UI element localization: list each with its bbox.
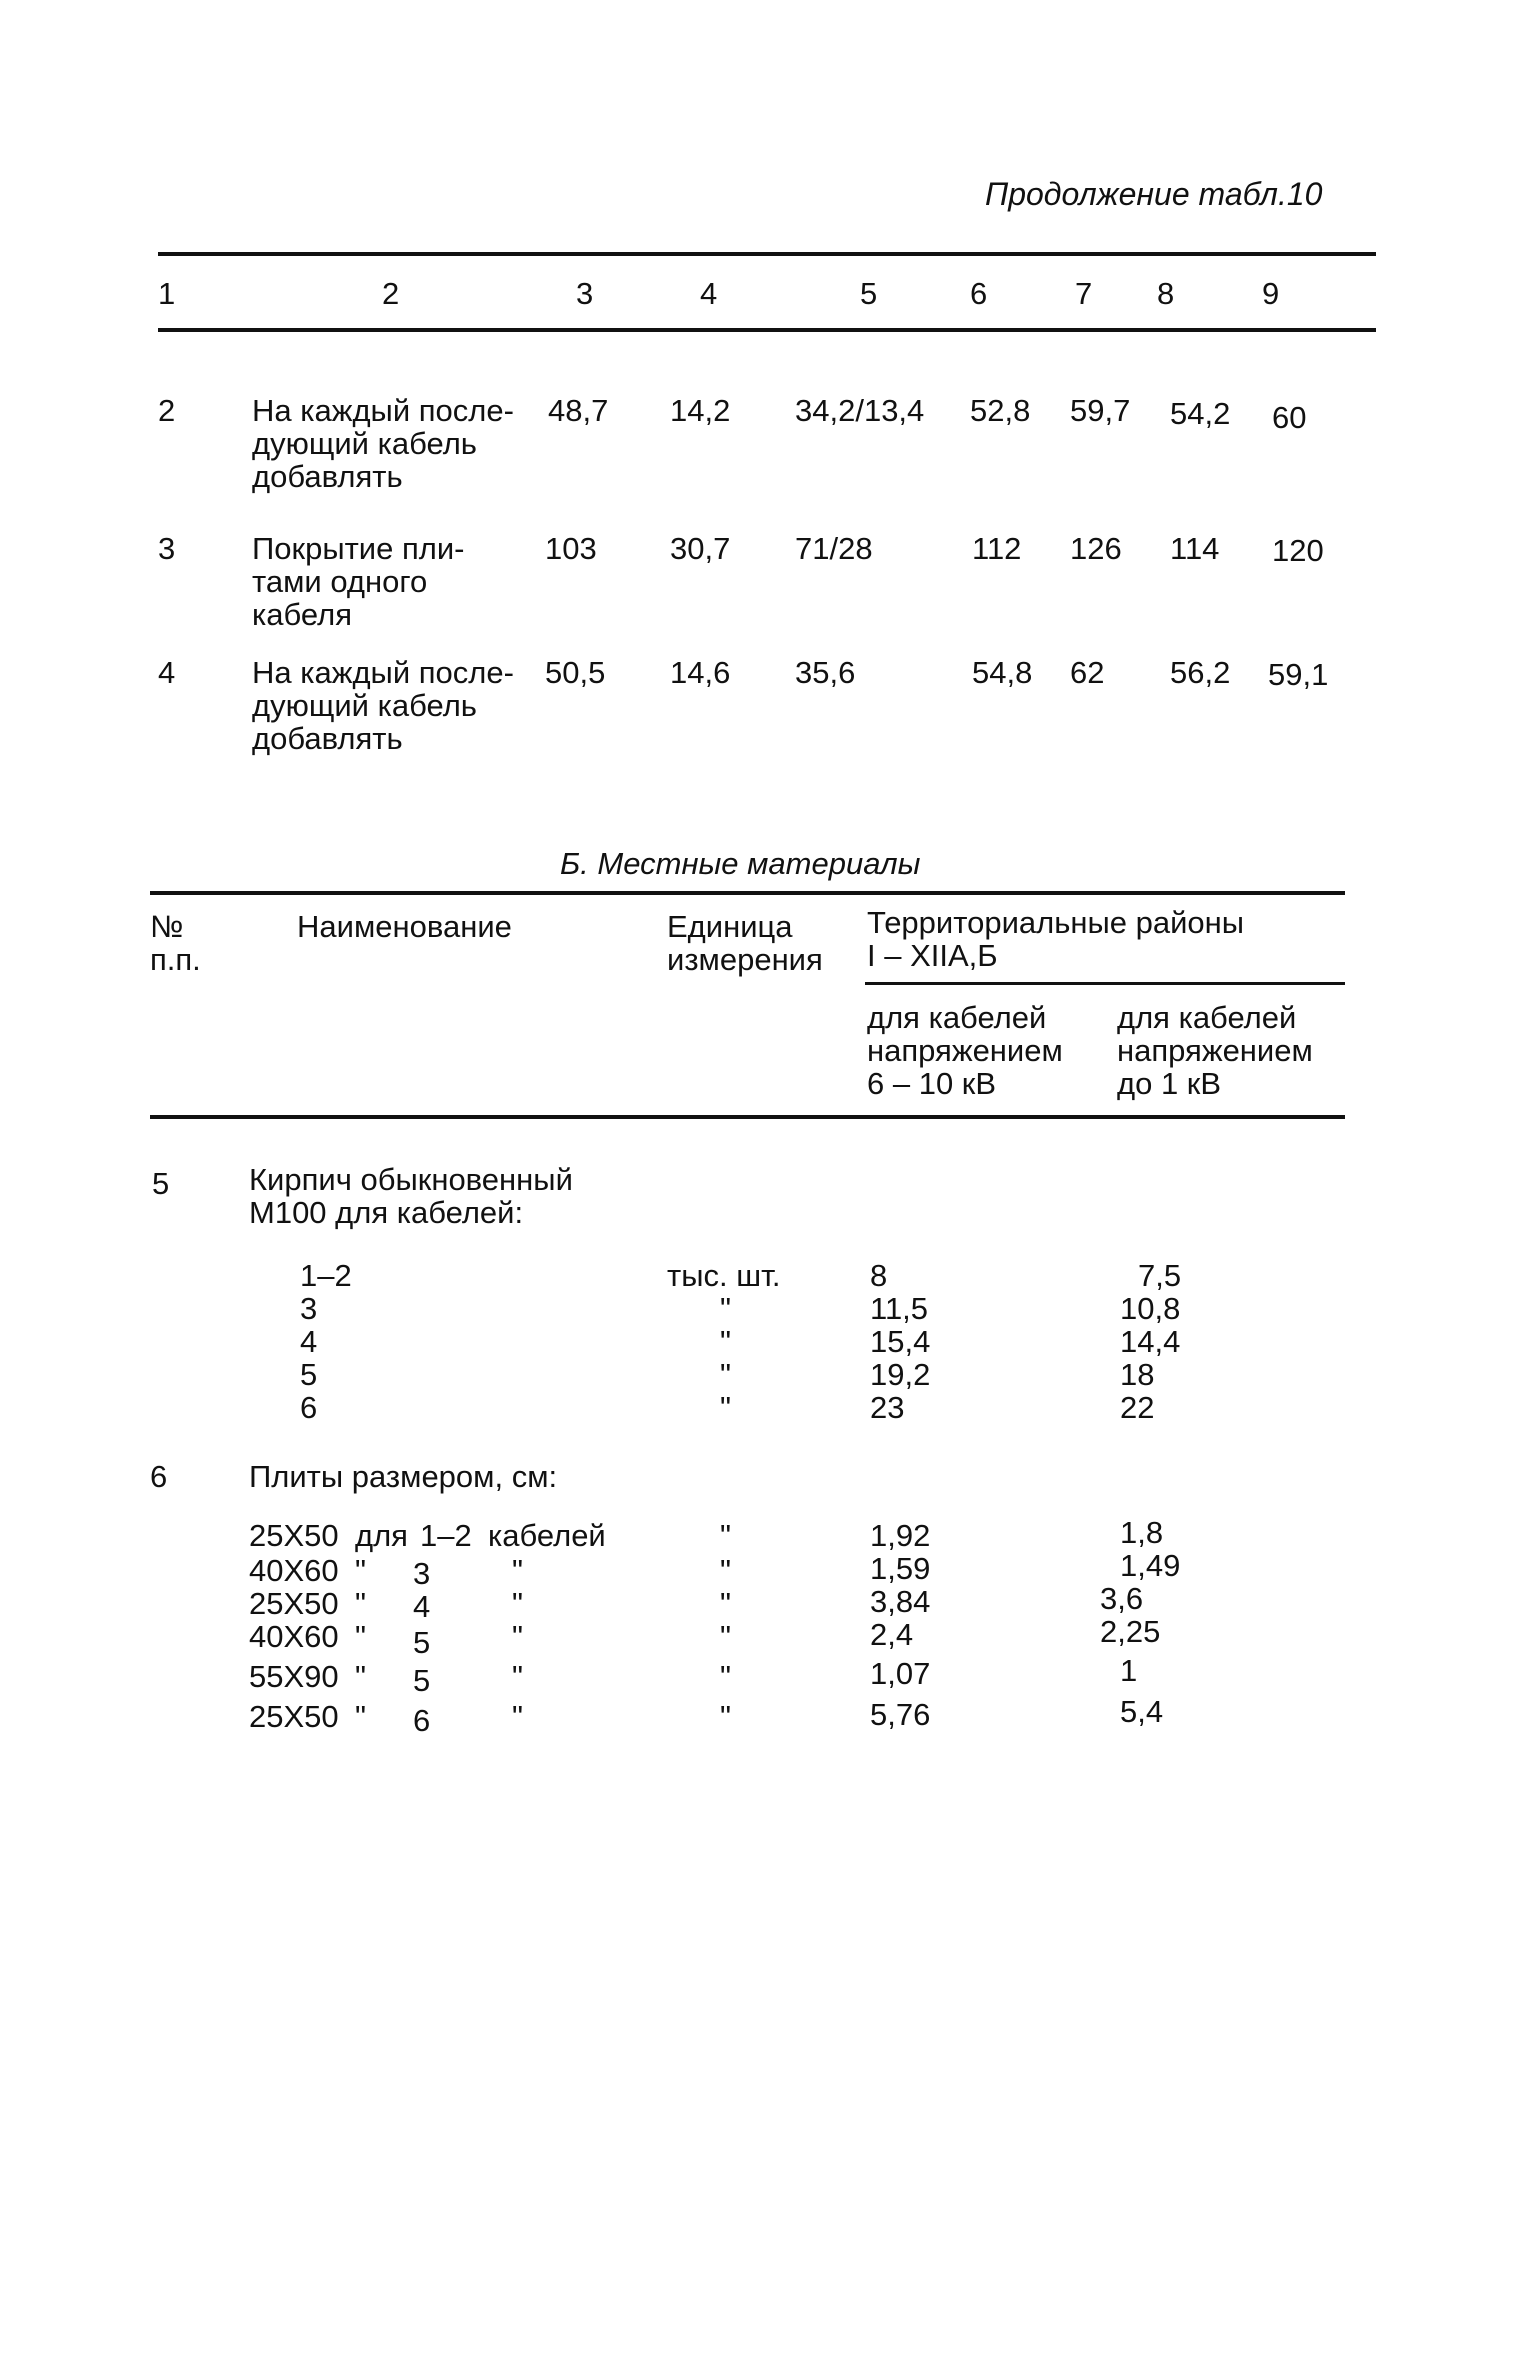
value-6-10kv: 1,92: [870, 1518, 931, 1553]
header-name: Наименование: [297, 909, 512, 944]
unit: ": [720, 1324, 732, 1359]
row-value-c9: 120: [1272, 533, 1324, 568]
value-6-10kv: 11,5: [870, 1291, 929, 1326]
slab-cable-count: 1–2: [420, 1518, 472, 1553]
brick-count: 4: [300, 1324, 318, 1359]
row-value-c8: 56,2: [1170, 655, 1231, 690]
row-value-c5: 34,2/13,4: [795, 393, 925, 428]
item-number: 6: [150, 1459, 168, 1494]
brick-count: 3: [300, 1291, 318, 1326]
value-1kv: 3,6: [1100, 1581, 1144, 1616]
row-value-c4: 14,2: [670, 393, 731, 428]
value-1kv: 10,8: [1120, 1291, 1181, 1326]
unit: тыс. шт.: [667, 1258, 781, 1293]
slab-cable-count: 3: [413, 1556, 431, 1591]
header-sub-6-10kv: для кабелей напряжением 6 – 10 кВ: [867, 1000, 1063, 1101]
slab-suffix: ": [512, 1659, 524, 1694]
row-number: 2: [158, 393, 176, 428]
value-6-10kv: 23: [870, 1390, 905, 1425]
slab-cable-count: 4: [413, 1589, 431, 1624]
row-value-c7: 126: [1070, 531, 1122, 566]
value-6-10kv: 1,07: [870, 1656, 931, 1691]
row-number: 3: [158, 531, 176, 566]
value-1kv: 2,25: [1100, 1614, 1161, 1649]
header-regions: Территориальные районы I – XIIА,Б: [867, 905, 1245, 973]
item-title: Кирпич обыкновенный М100 для кабелей:: [249, 1162, 573, 1230]
value-6-10kv: 2,4: [870, 1617, 914, 1652]
row-value-c5: 35,6: [795, 655, 856, 690]
value-1kv: 1,49: [1120, 1548, 1181, 1583]
value-1kv: 1,8: [1120, 1515, 1164, 1550]
value-1kv: 7,5: [1138, 1258, 1182, 1293]
slab-size: 25Х50: [249, 1586, 339, 1621]
slab-size: 55Х90: [249, 1659, 339, 1694]
item-number: 5: [152, 1166, 170, 1201]
slab-separator: ": [355, 1699, 367, 1734]
value-6-10kv: 8: [870, 1258, 888, 1293]
item-title: Плиты размером, см:: [249, 1459, 558, 1494]
col-header-7: 7: [1075, 276, 1093, 311]
table-b-header-rule: [150, 1115, 1345, 1119]
brick-count: 5: [300, 1357, 318, 1392]
brick-count: 1–2: [300, 1258, 352, 1293]
unit: ": [720, 1586, 732, 1621]
unit: ": [720, 1291, 732, 1326]
value-6-10kv: 15,4: [870, 1324, 931, 1359]
slab-separator: ": [355, 1553, 367, 1588]
top-rule: [158, 252, 1376, 256]
unit: ": [720, 1518, 732, 1553]
row-value-c6: 52,8: [970, 393, 1031, 428]
col-header-1: 1: [158, 276, 176, 311]
unit: ": [720, 1619, 732, 1654]
unit: ": [720, 1390, 732, 1425]
col-header-9: 9: [1262, 276, 1280, 311]
col-header-3: 3: [576, 276, 594, 311]
slab-separator: ": [355, 1659, 367, 1694]
slab-separator: для: [355, 1518, 408, 1553]
value-1kv: 5,4: [1120, 1694, 1164, 1729]
row-value-c8: 114: [1170, 531, 1220, 566]
slab-cable-count: 5: [413, 1663, 431, 1698]
brick-count: 6: [300, 1390, 318, 1425]
slab-suffix: ": [512, 1553, 524, 1588]
row-value-c9: 59,1: [1268, 657, 1329, 692]
row-value-c5: 71/28: [795, 531, 873, 566]
table-b-top-rule: [150, 891, 1345, 895]
row-value-c7: 59,7: [1070, 393, 1131, 428]
unit: ": [720, 1699, 732, 1734]
col-header-2: 2: [382, 276, 400, 311]
slab-size: 25Х50: [249, 1518, 339, 1553]
slab-separator: ": [355, 1619, 367, 1654]
unit: ": [720, 1553, 732, 1588]
value-1kv: 14,4: [1120, 1324, 1181, 1359]
header-sub-1kv: для кабелей напряжением до 1 кВ: [1117, 1000, 1313, 1101]
row-name: Покрытие пли- тами одного кабеля: [252, 531, 465, 632]
row-value-c7: 62: [1070, 655, 1105, 690]
unit: ": [720, 1659, 732, 1694]
header-rule: [158, 328, 1376, 332]
slab-suffix: ": [512, 1586, 524, 1621]
value-6-10kv: 1,59: [870, 1551, 931, 1586]
row-number: 4: [158, 655, 176, 690]
col-header-5: 5: [860, 276, 878, 311]
slab-cable-count: 5: [413, 1625, 431, 1660]
value-6-10kv: 5,76: [870, 1697, 931, 1732]
row-value-c9: 60: [1272, 400, 1307, 435]
col-header-8: 8: [1157, 276, 1175, 311]
value-1kv: 18: [1120, 1357, 1155, 1392]
header-number: № п.п.: [150, 909, 201, 977]
col-header-4: 4: [700, 276, 718, 311]
col-header-6: 6: [970, 276, 988, 311]
value-6-10kv: 19,2: [870, 1357, 931, 1392]
continuation-caption: Продолжение табл.10: [985, 176, 1323, 212]
row-value-c4: 30,7: [670, 531, 731, 566]
row-name: На каждый после- дующий кабель добавлять: [252, 393, 514, 494]
row-value-c3: 103: [545, 531, 597, 566]
section-title: Б. Местные материалы: [560, 846, 921, 881]
unit: ": [720, 1357, 732, 1392]
row-name: На каждый после- дующий кабель добавлять: [252, 655, 514, 756]
header-unit: Единица измерения: [667, 909, 823, 977]
value-1kv: 1: [1120, 1653, 1138, 1688]
slab-suffix: ": [512, 1699, 524, 1734]
slab-cable-count: 6: [413, 1703, 431, 1738]
row-value-c6: 54,8: [972, 655, 1033, 690]
row-value-c3: 50,5: [545, 655, 606, 690]
slab-suffix: кабелей: [488, 1518, 606, 1553]
row-value-c4: 14,6: [670, 655, 731, 690]
slab-size: 40Х60: [249, 1553, 339, 1588]
regions-subrule: [865, 982, 1345, 985]
row-value-c3: 48,7: [548, 393, 609, 428]
row-value-c6: 112: [972, 531, 1022, 566]
slab-size: 25Х50: [249, 1699, 339, 1734]
slab-size: 40Х60: [249, 1619, 339, 1654]
row-value-c8: 54,2: [1170, 396, 1231, 431]
slab-separator: ": [355, 1586, 367, 1621]
value-6-10kv: 3,84: [870, 1584, 931, 1619]
value-1kv: 22: [1120, 1390, 1155, 1425]
slab-suffix: ": [512, 1619, 524, 1654]
